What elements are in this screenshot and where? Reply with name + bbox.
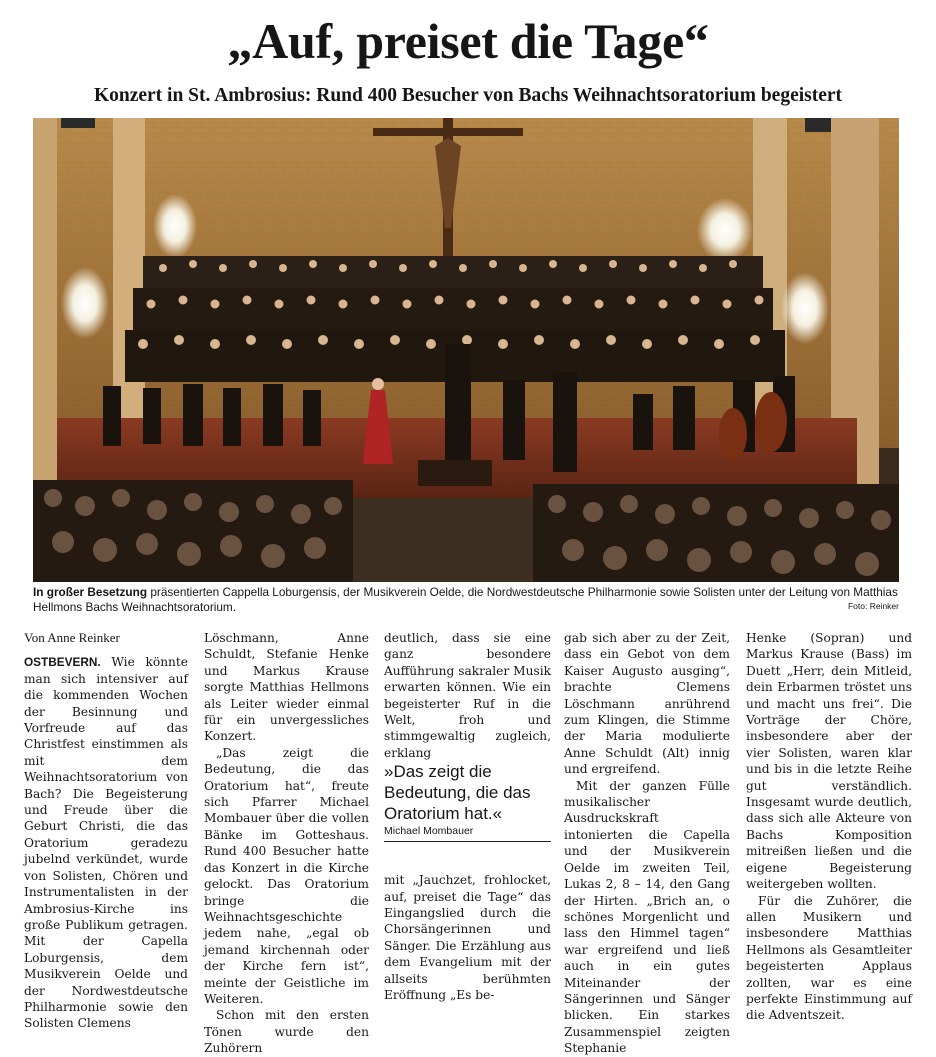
pull-quote-author: Michael Mombauer: [384, 824, 551, 842]
paragraph: „Das zeigt die Bedeutung, die das Oratorium hat“, freute sich Pfarrer Michael Mombauer über die vollen Bänke im Gotteshaus. Rund 400 Besucher hatte das Konzert in die Kirche gelockt. Das Oratorium bringe die Weihnachtsgeschichte jedem nahe, „egal ob jemand kirchennah oder der Kirche fern ist“, meinte der Geistliche im Weiteren.: [204, 745, 369, 1006]
photo-credit: Foto: Reinker: [847, 600, 899, 611]
lead-paragraph: [24, 654, 188, 1031]
dateline: OSTBEVERN.: [24, 655, 101, 670]
caption-lead: In großer Besetzung: [33, 585, 148, 599]
subheadline: Konzert in St. Ambrosius: Rund 400 Besucher von Bachs Weihnachtsoratorium begeistert: [93, 85, 843, 106]
paragraph: Mit der ganzen Fülle musikalischer Ausdruckskraft intonierten die Capella und der Musikverein Oelde im zweiten Teil, Lukas 2, 8 – 14, den Gang der Hirten. „Brich an, o schönes Morgenlicht und lass den Himmel tagen“ war ergreifend und ließ auch in ein gutes Miteinander der Sängerinnen und Sänger blicken. Ein starkes Zusammenspiel zeigten Stephanie: [564, 778, 730, 1056]
paragraph: Henke (Sopran) und Markus Krause (Bass) im Duett „Herr, dein Mitleid, dein Erbarmen tröstet uns und macht uns frei“. Die Vorträge der Chöre, insbesondere aber der vier Solisten, waren klar und bis in die letzte Reihe gut verständlich. Insgesamt wurde deutlich, dass sich alle Akteure von Bachs Komposition mitreißen ließen und die eigene Begeisterung weitergeben wollten.: [746, 631, 912, 892]
pull-quote: »Das zeigt die Bedeutung, die das Oratorium hat.«: [384, 762, 531, 824]
article-column-2: [204, 630, 369, 1057]
article-column-1: [24, 630, 188, 1032]
paragraph: Löschmann, Anne Schuldt, Stefanie Henke und Markus Krause sorgte Matthias Hellmons als Leiter wieder einmal für ein unvergessliches Konzert.: [204, 631, 369, 744]
byline: Von Anne Reinker: [24, 630, 120, 645]
paragraph: Für die Zuhörer, die allen Musikern und insbesondere Matthias Hellmons als Gesamtleiter begeisterten Applaus zollten, war es eine perfekte Einstimmung auf die Adventszeit.: [746, 893, 912, 1023]
photo-caption: [33, 585, 899, 614]
paragraph: mit „Jauchzet, frohlocket, auf, preiset die Tage“ das Eingangslied durch die Chorsängerinnen und Sänger. Die Erzählung aus dem Evangelium mit der allseits berühmten Eröffnung „Es be-: [384, 873, 551, 1003]
lead-text: Wie könnte man sich intensiver auf die kommenden Wochen der Besinnung und Vorfreude auf das Christfest einstimmen als mit dem Weihnachtsoratorium von Bach? Die Begeisterung und Freude über die Geburt Christi, die das Oratorium geradezu jubelnd verkündet, wurde von Solisten, Chören und Instrumentalisten in der Ambrosius-Kirche ins große Publikum getragen. Mit der Capella Loburgensis, dem Musikverein Oelde und der Nordwestdeutsche Philharmonie sowie den Solisten Clemens: [24, 655, 188, 1031]
article-column-5: [746, 630, 912, 1024]
concert-photo: [33, 118, 899, 582]
paragraph: Schon mit den ersten Tönen wurde den Zuhörern: [204, 1008, 369, 1056]
paragraph: deutlich, dass sie eine ganz besondere Aufführung sakraler Musik erwarten können. Wie ein begeisterter Ruf in die Welt, froh und stimmgewaltig zugleich, erklang: [384, 631, 551, 760]
article-column-4: [564, 630, 730, 1057]
article-column-3: [384, 630, 551, 1004]
caption-text: präsentierten Cappella Loburgensis, der Musikverein Oelde, die Nordwestdeutsche Philharmonie sowie Solisten unter der Leitung von Matthias Hellmons Bachs Weihnachtsoratorium.: [33, 585, 898, 614]
paragraph: gab sich aber zu der Zeit, dass ein Gebot von dem Kaiser Augusto ausging“, brachte Clemens Löschmann anrührend zum Klingen, die Stimme der Maria modulierte Anne Schuldt (Alt) innig und ergreifend.: [564, 631, 730, 777]
headline: „Auf, preiset die Tage“: [227, 13, 709, 69]
